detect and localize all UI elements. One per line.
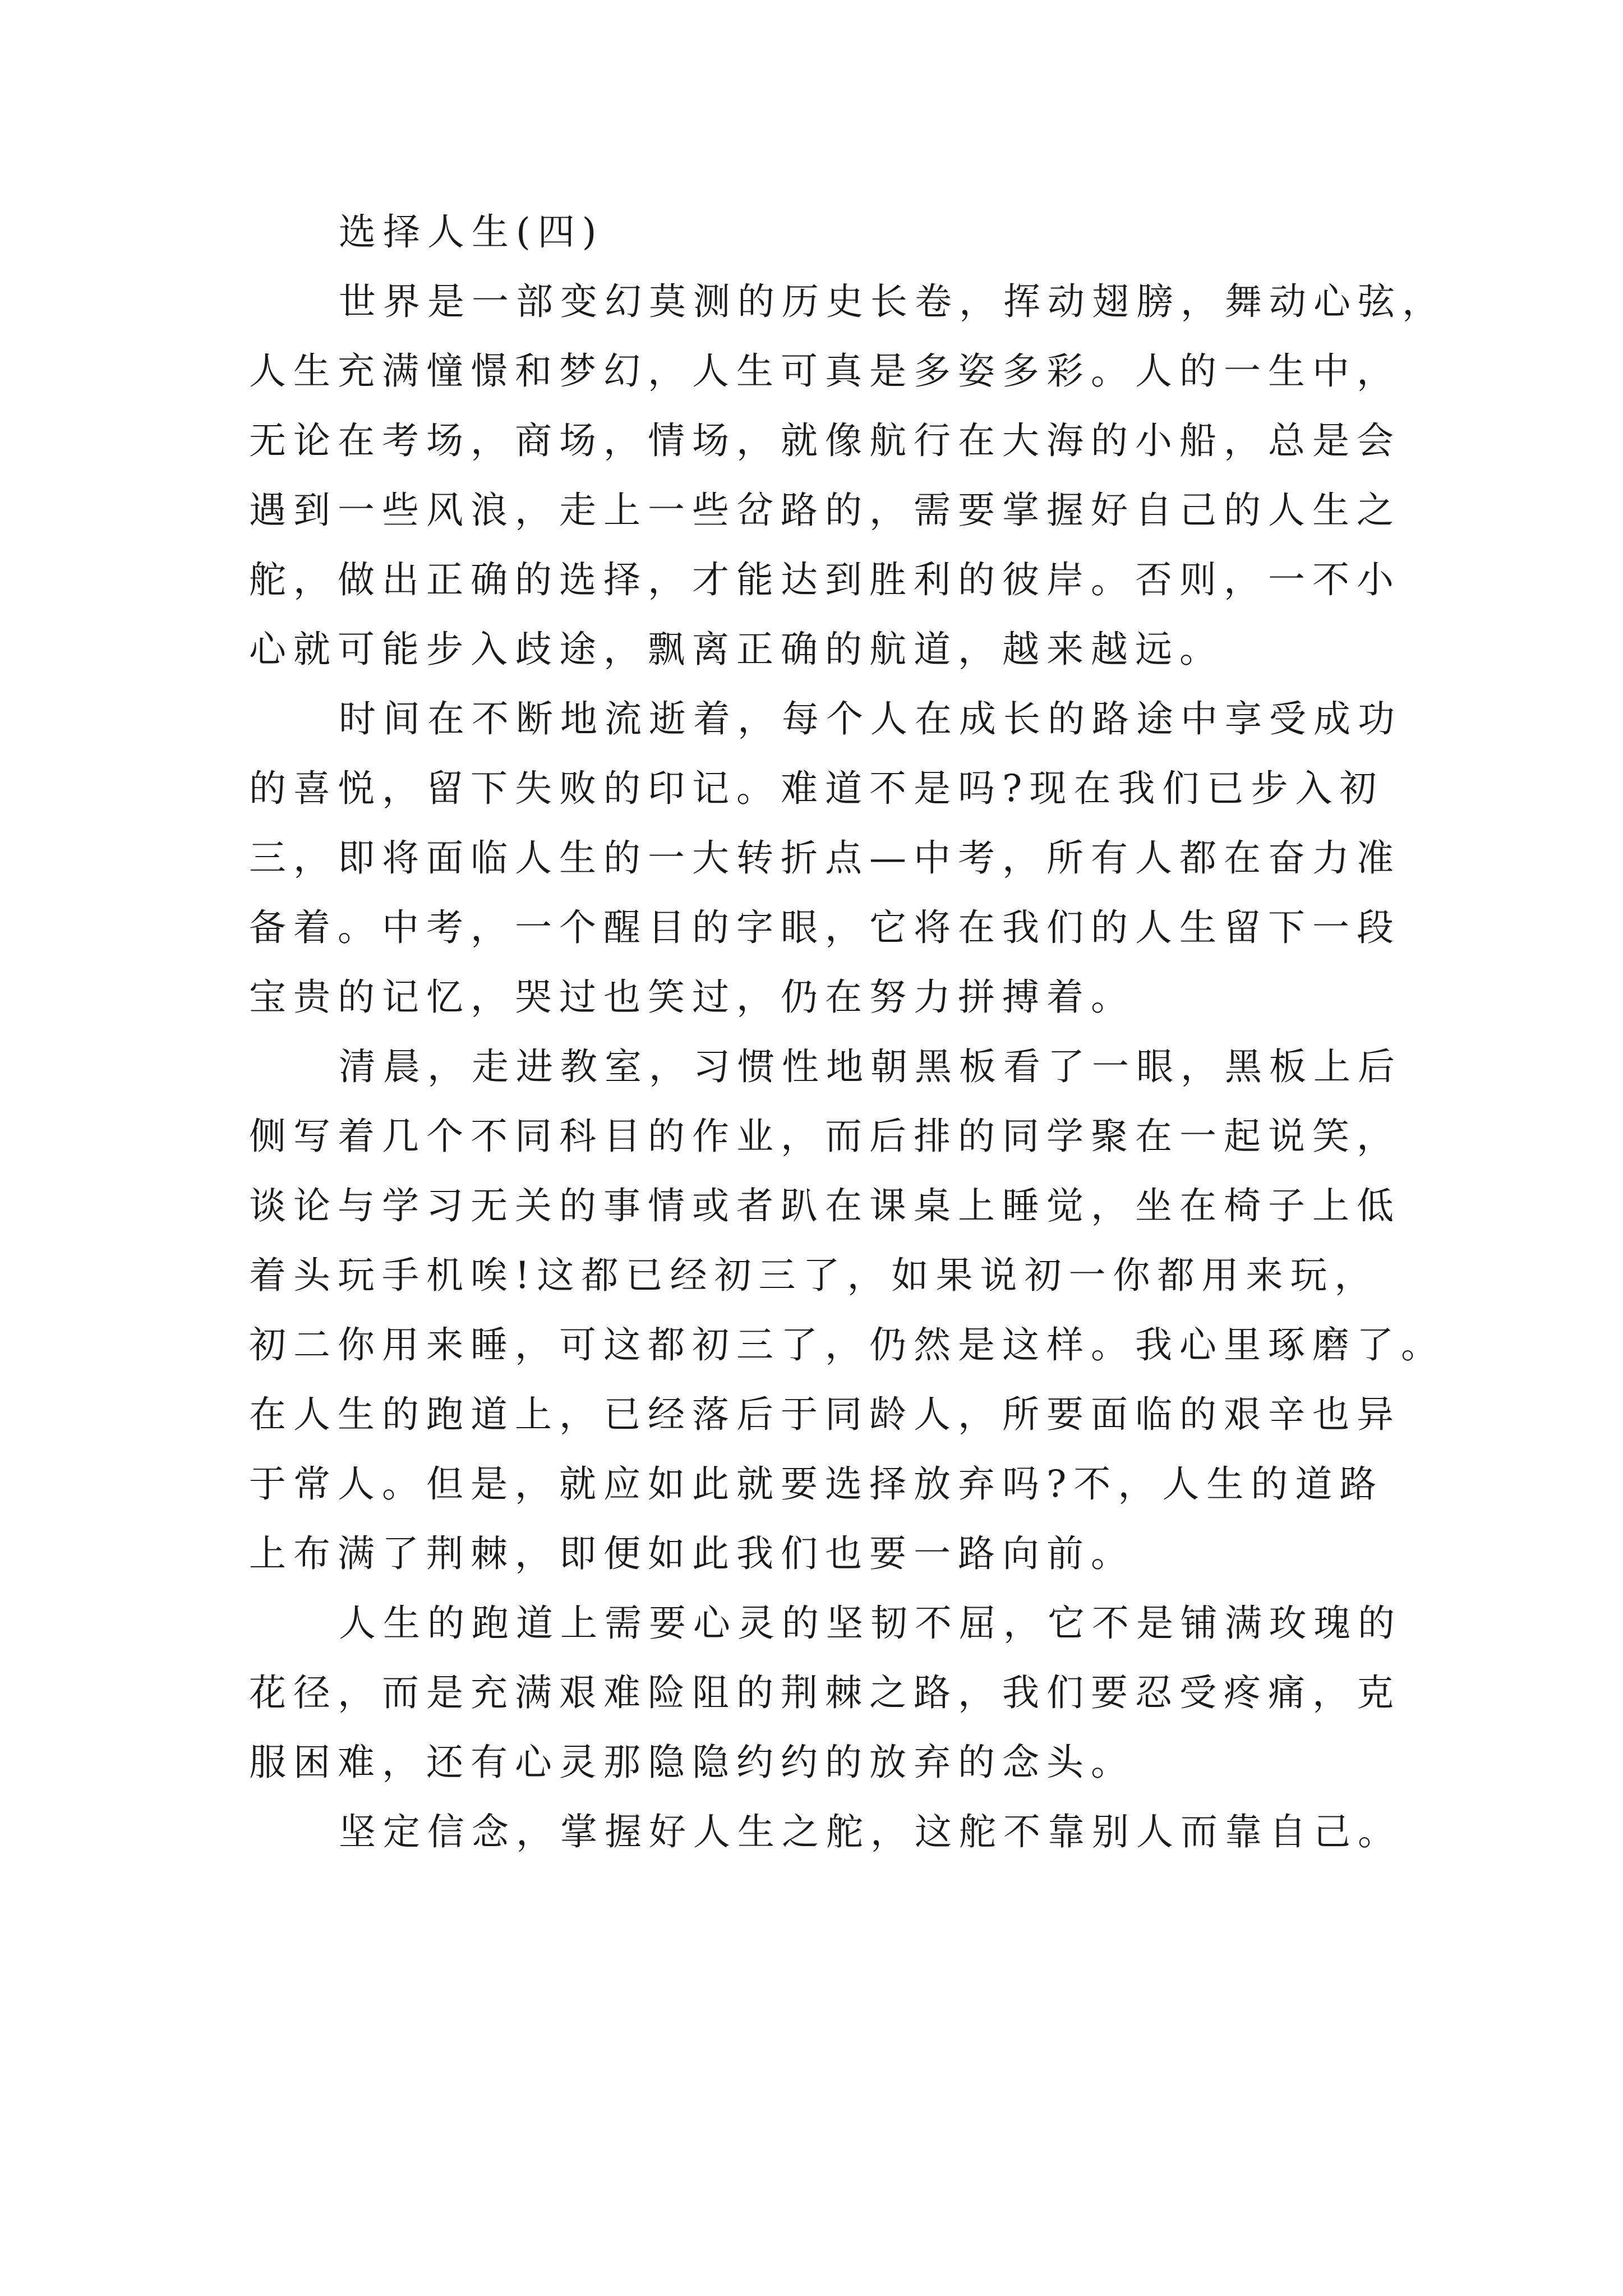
paragraph-line: 初二你用来睡，可这都初三了，仍然是这样。我心里琢磨了。 bbox=[249, 1323, 1445, 1366]
paragraph-line: 无论在考场，商场，情场，就像航行在大海的小船，总是会 bbox=[249, 419, 1401, 462]
document-body bbox=[249, 197, 1446, 1867]
paragraph-line: 宝贵的记忆，哭过也笑过，仍在努力拼搏着。 bbox=[249, 976, 1135, 1019]
paragraph-line: 上布满了荆棘，即便如此我们也要一路向前。 bbox=[249, 1532, 1135, 1575]
paragraph-line: 舵，做出正确的选择，才能达到胜利的彼岸。否则，一不小 bbox=[249, 558, 1401, 601]
paragraph-line: 三，即将面临人生的一大转折点—中考，所有人都在奋力准 bbox=[249, 836, 1401, 880]
paragraph-line: 清晨，走进教室，习惯性地朝黑板看了一眼，黑板上后 bbox=[339, 1045, 1402, 1088]
paragraph-line: 的喜悦，留下失败的印记。难道不是吗?现在我们已步入初 bbox=[249, 767, 1384, 810]
paragraph-line: 服困难，还有心灵那隐隐约约的放弃的念头。 bbox=[249, 1741, 1135, 1784]
paragraph-line: 遇到一些风浪，走上一些岔路的，需要掌握好自己的人生之 bbox=[249, 489, 1401, 532]
paragraph-line: 于常人。但是，就应如此就要选择放弃吗?不，人生的道路 bbox=[249, 1462, 1384, 1506]
paragraph-line: 人生的跑道上需要心灵的坚韧不屈，它不是铺满玫瑰的 bbox=[339, 1602, 1402, 1645]
paragraph-line: 侧写着几个不同科目的作业，而后排的同学聚在一起说笑， bbox=[249, 1115, 1401, 1158]
paragraph-3 bbox=[249, 1032, 1445, 1589]
paragraph-line: 时间在不断地流逝着，每个人在成长的路途中享受成功 bbox=[339, 697, 1402, 740]
paragraph-line: 着头玩手机唉!这都已经初三了，如果说初一你都用来玩， bbox=[249, 1254, 1379, 1297]
paragraph-4 bbox=[249, 1589, 1402, 1797]
paragraph-line: 谈论与学习无关的事情或者趴在课桌上睡觉，坐在椅子上低 bbox=[249, 1184, 1401, 1227]
paragraph-line: 花径，而是充满艰难险阻的荆棘之路，我们要忍受疼痛，克 bbox=[249, 1671, 1401, 1714]
document-title: 选择人生(四) bbox=[339, 210, 604, 254]
paragraph-line: 心就可能步入歧途，飘离正确的航道，越来越远。 bbox=[249, 628, 1224, 671]
paragraph-line: 坚定信念，掌握好人生之舵，这舵不靠别人而靠自己。 bbox=[339, 1810, 1402, 1853]
paragraph-line: 世界是一部变幻莫测的历史长卷，挥动翅膀，舞动心弦， bbox=[339, 280, 1446, 323]
paragraph-line: 备着。中考，一个醒目的字眼，它将在我们的人生留下一段 bbox=[249, 906, 1401, 949]
paragraph-line: 人生充满憧憬和梦幻，人生可真是多姿多彩。人的一生中， bbox=[249, 349, 1401, 393]
paragraph-5 bbox=[249, 1797, 1402, 1867]
paragraph-1 bbox=[249, 267, 1446, 684]
paragraph-2 bbox=[249, 684, 1402, 1032]
paragraph-line: 在人生的跑道上，已经落后于同龄人，所要面临的艰辛也异 bbox=[249, 1393, 1401, 1436]
